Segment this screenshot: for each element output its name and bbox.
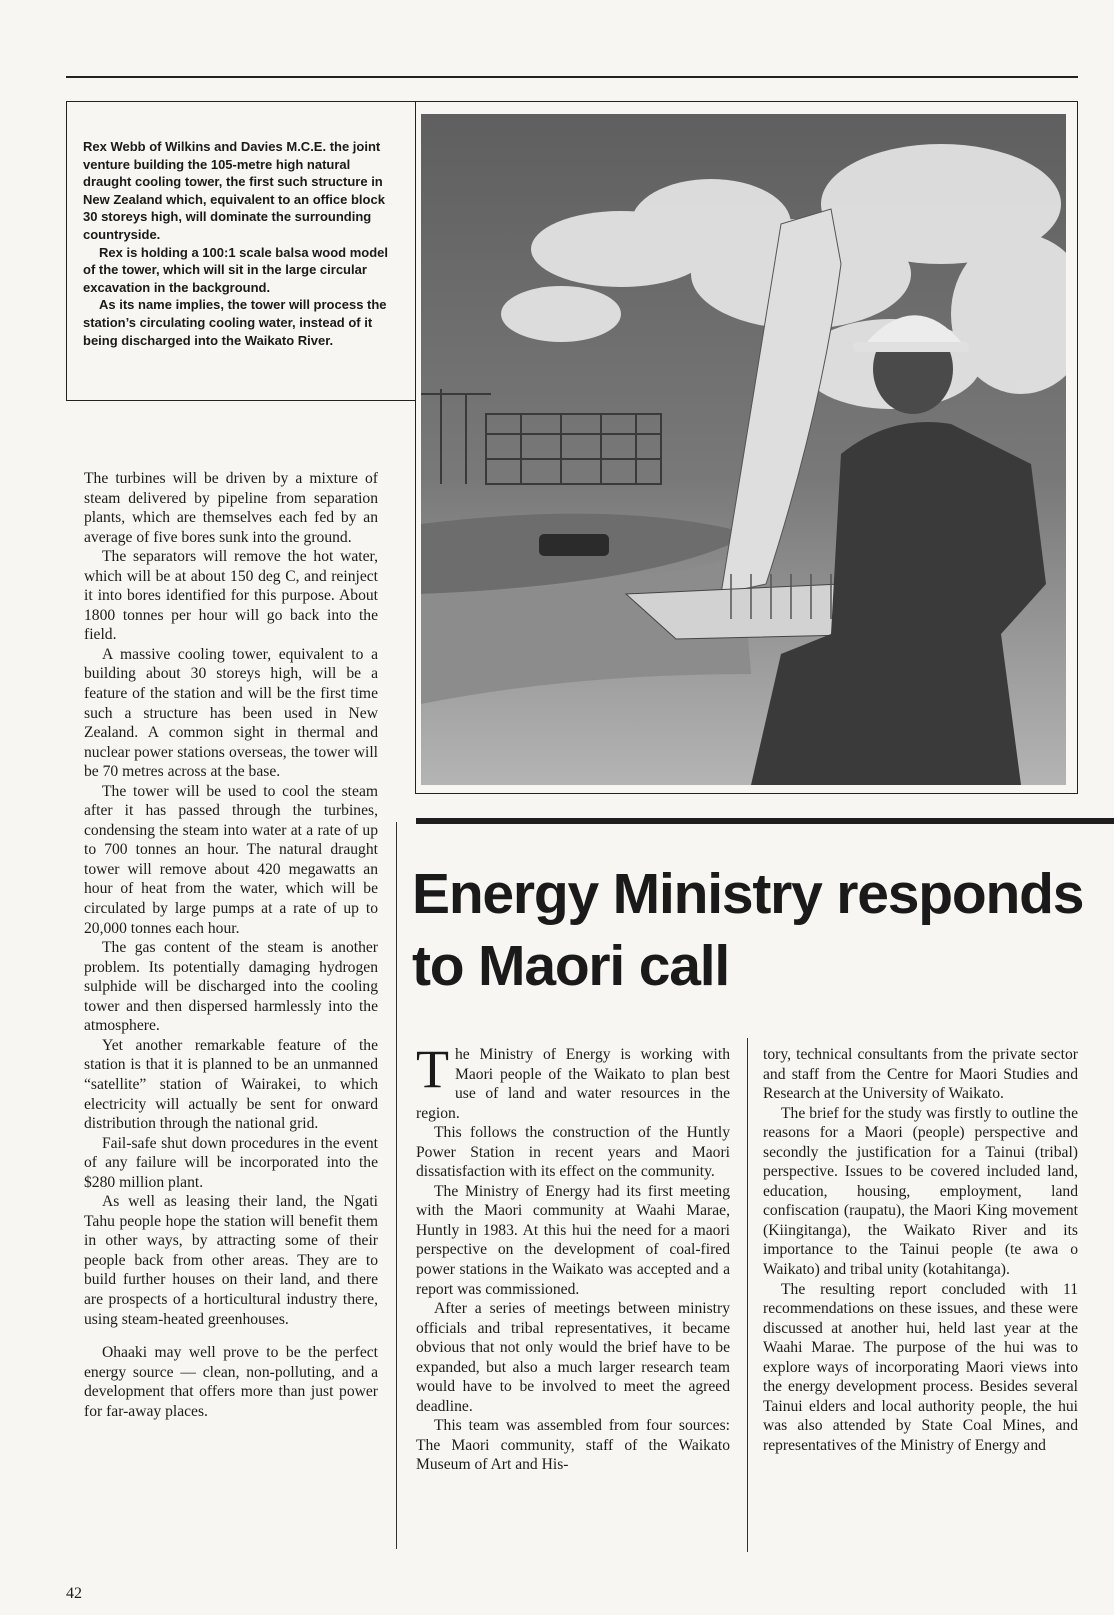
paragraph: The tower will be used to cool the steam after it has passed through the turbines, condensing the steam into water at a rate of up to 700 tonnes an hour. The natural draught tower will remove about 420 megawatts an hour of heat from the water, which will be circulated by large pumps at a rate of up to 20,000 tonnes each hour. <box>84 782 378 937</box>
page-number: 42 <box>66 1585 82 1602</box>
caption-paragraph: As its name implies, the tower will process the station’s circulating cooling water, instead of it being discharged into the Waikato River. <box>83 297 387 348</box>
paragraph: The brief for the study was firstly to outline the reasons for a Maori (people) perspective and secondly the justification for a Tainui (tribal) perspective. Issues to be covered included land, education, housing, employment, land confiscation (raupatu), the Maori King movement (Kiingitanga), the Waikato River and its importance to the Tainui people (te awa o Waikato) and tribal unity (kotahitanga). <box>763 1104 1078 1279</box>
left-column-text <box>84 469 378 1421</box>
photo-illustration <box>421 114 1066 785</box>
paragraph: As well as leasing their land, the Ngati Tahu people hope the station will benefit them in other ways, by attracting some of their people back from other areas. They are to build further houses on their land, and there are prospects of a horticultural industry there, using steam-heated greenhouses. <box>84 1193 378 1328</box>
article-column-2 <box>763 1045 1078 1455</box>
paragraph: Fail-safe shut down procedures in the event of any failure will be incorporated into the $280 million plant. <box>84 1134 378 1191</box>
paragraph: This team was assembled from four sources: The Maori community, staff of the Waikato Museum of Art and His- <box>416 1417 730 1474</box>
top-rule <box>66 76 1078 78</box>
paragraph: Ohaaki may well prove to be the perfect energy source — clean, non-polluting, and a development that offers more than just power for far-away places. <box>84 1344 378 1420</box>
column-divider <box>396 822 397 1549</box>
paragraph: The resulting report concluded with 11 recommendations on these issues, and these were discussed at another hui, held last year at the Waahi Marae. The purpose of the hui was to explore ways of incorporating Maori views into the energy development process. Besides several Tainui elders and local authority people, the hui was also attended by State Coal Mines, and representatives of the Ministry of Energy and <box>763 1280 1078 1454</box>
paragraph: The gas content of the steam is another problem. Its potentially damaging hydrogen sulphide will be discharged into the cooling tower and then dispersed harmlessly into the atmosphere. <box>84 939 378 1035</box>
paragraph: The turbines will be driven by a mixture of steam delivered by pipeline from separation plants, which are themselves each fed by an average of five bores sunk into the ground. <box>84 470 378 546</box>
article-headline: Energy Ministry responds to Maori call <box>412 862 1084 998</box>
paragraph: The Ministry of Energy had its first meeting with the Maori community at Waahi Marae, Huntly in 1983. At this hui the need for a maori perspective on the development of coal-fired power stations in the Waikato was accepted and a report was commissioned. <box>416 1182 730 1298</box>
caption-paragraph: Rex Webb of Wilkins and Davies M.C.E. the joint venture building the 105-metre high natural draught cooling tower, the first such structure in New Zealand which, equivalent to an office block 30 storeys high, will dominate the surrounding countryside. <box>83 139 385 242</box>
paragraph: After a series of meetings between ministry officials and tribal representatives, it became obvious that not only would the brief have to be expanded, but also a much larger research team would have to be involved to meet the agreed deadline. <box>416 1300 730 1415</box>
lead-paragraph <box>416 1039 730 1123</box>
paragraph: The separators will remove the hot water, which will be at about 150 deg C, and reinject it into bores identified for this purpose. About 1800 tonnes per hour will go back into the field. <box>84 548 378 644</box>
headline-rule <box>416 818 1114 824</box>
lead-text: he Ministry of Energy is working with Maori people of the Waikato to plan best use of land and water resources in the region. <box>416 1046 730 1122</box>
drop-cap: T <box>416 1039 449 1099</box>
paragraph: Yet another remarkable feature of the station is that it is planned to be an unmanned “satellite” station of Wairakei, to which electricity will actually be sent for onward distribution through the national grid. <box>84 1036 378 1133</box>
caption-paragraph: Rex is holding a 100:1 scale balsa wood model of the tower, which will sit in the large circular excavation in the background. <box>83 244 388 295</box>
article-column-1 <box>416 1039 730 1475</box>
paragraph: This follows the construction of the Huntly Power Station in recent years and Maori dissatisfaction with its effect on the community. <box>416 1124 730 1181</box>
paragraph: A massive cooling tower, equivalent to a building about 30 storeys high, will be a feature of the station and will be the first time such a structure has been used in New Zealand. A common sight in thermal and nuclear power stations overseas, the tower will be 70 metres across at the base. <box>84 645 378 781</box>
cooling-tower-model-photo <box>421 114 1066 785</box>
photo-caption <box>83 138 401 349</box>
photo-caption-box <box>66 101 416 401</box>
column-divider <box>747 1038 748 1552</box>
paragraph: tory, technical consultants from the private sector and staff from the Centre for Maori Studies and Research at the University of Waikato. <box>763 1046 1078 1103</box>
